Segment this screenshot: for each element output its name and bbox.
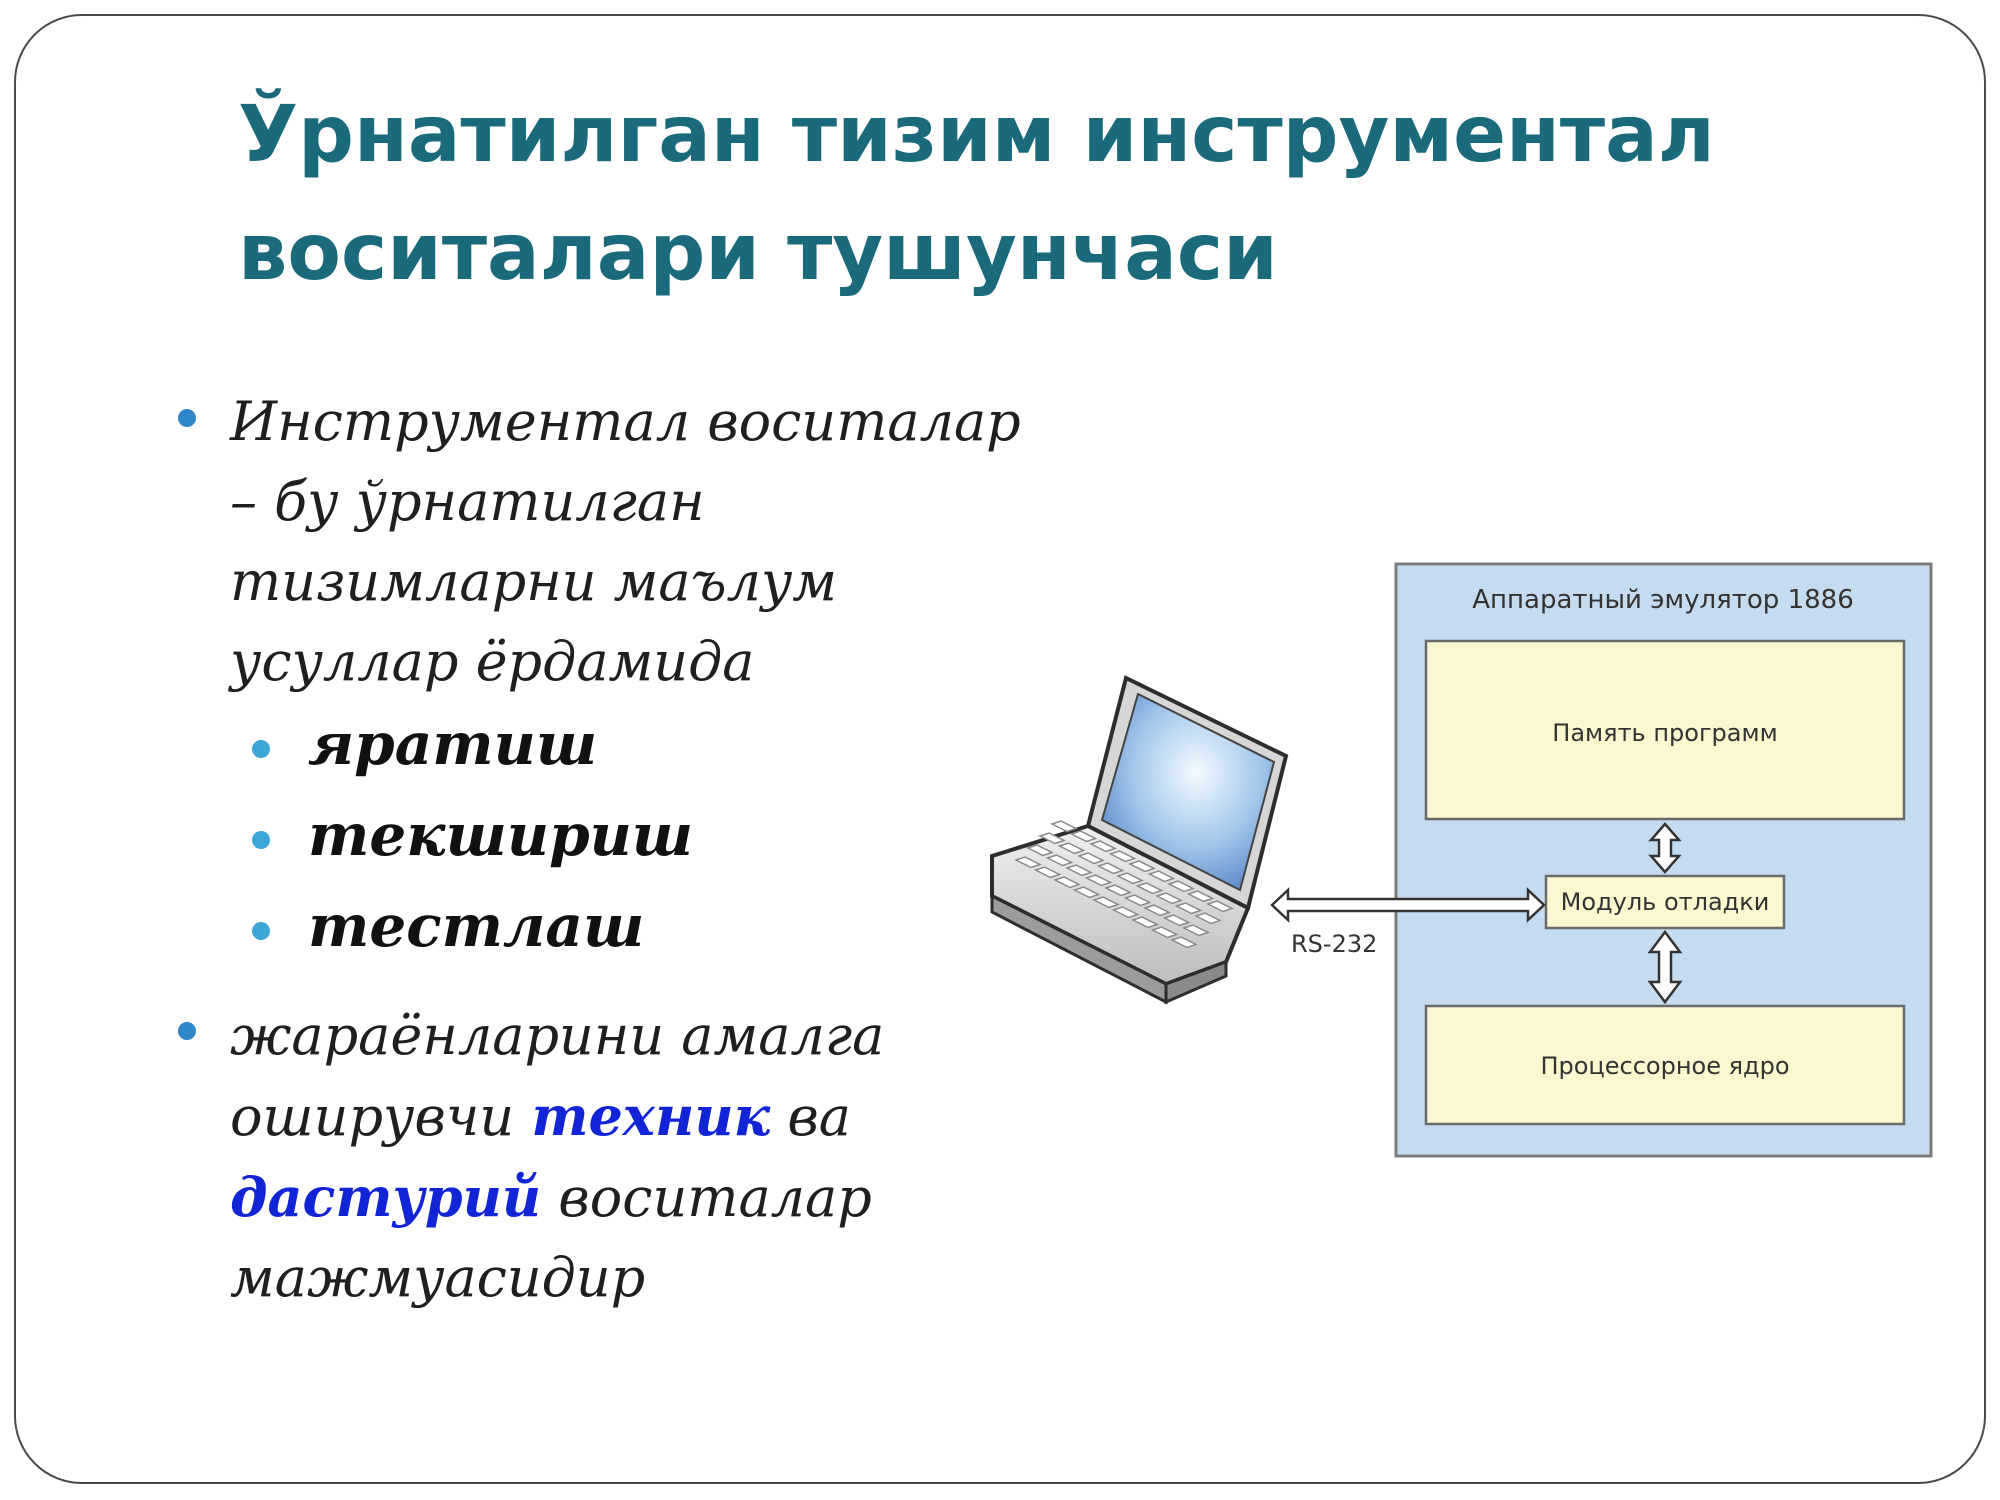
rs232-label: RS-232 (1291, 930, 1378, 958)
slide-frame (14, 14, 1986, 1484)
slide-title (238, 76, 1838, 312)
bullet-2-text (230, 996, 884, 1318)
sub-bullet-dot (252, 831, 270, 849)
bullet-1-line: тизимларни маълум (230, 550, 838, 613)
bullet-dot-2 (178, 1022, 196, 1040)
emulator-title: Аппаратный эмулятор 1886 (1472, 585, 1854, 615)
laptop-icon (976, 678, 1286, 1002)
title-line-2: воситалари тушунчаси (238, 208, 1278, 298)
highlight-software: дастурий (230, 1165, 542, 1229)
bullet-2-line-1: жараёнларини амалга (230, 1004, 885, 1067)
sub-item-test: тестлаш (308, 892, 645, 960)
sub-bullet-dot (252, 740, 270, 758)
sub-item-check: текшириш (308, 801, 694, 869)
bullet-2-line-2 (230, 1076, 884, 1157)
bullet-2-text-b: ва (770, 1085, 851, 1148)
debug-module-label: Модуль отладки (1560, 888, 1770, 916)
emulator-diagram (976, 556, 1936, 1176)
keyboard-key (1052, 821, 1076, 832)
sub-item-create: яратиш (308, 710, 598, 778)
memory-label: Память программ (1552, 719, 1778, 747)
cpu-core-label: Процессорное ядро (1540, 1052, 1790, 1080)
bullet-2-text-c: воситалар (541, 1166, 872, 1229)
bullet-1-line: Инструментал воситалар (230, 390, 1021, 453)
title-line-1: Ўрнатилган тизим инструментал (238, 90, 1715, 180)
bullet-1-text (230, 382, 1021, 702)
bullet-1-line: усуллар ёрдамида (230, 630, 755, 693)
bullet-2-line-3 (230, 1157, 884, 1238)
bullet-1-line: – бу ўрнатилган (230, 470, 705, 533)
highlight-technical: техник (531, 1084, 771, 1148)
sub-bullet-dot (252, 922, 270, 940)
bullet-2-line-4: мажмуасидир (230, 1246, 646, 1309)
bullet-dot-1 (178, 409, 196, 427)
bullet-2-text-a: оширувчи (230, 1085, 532, 1148)
